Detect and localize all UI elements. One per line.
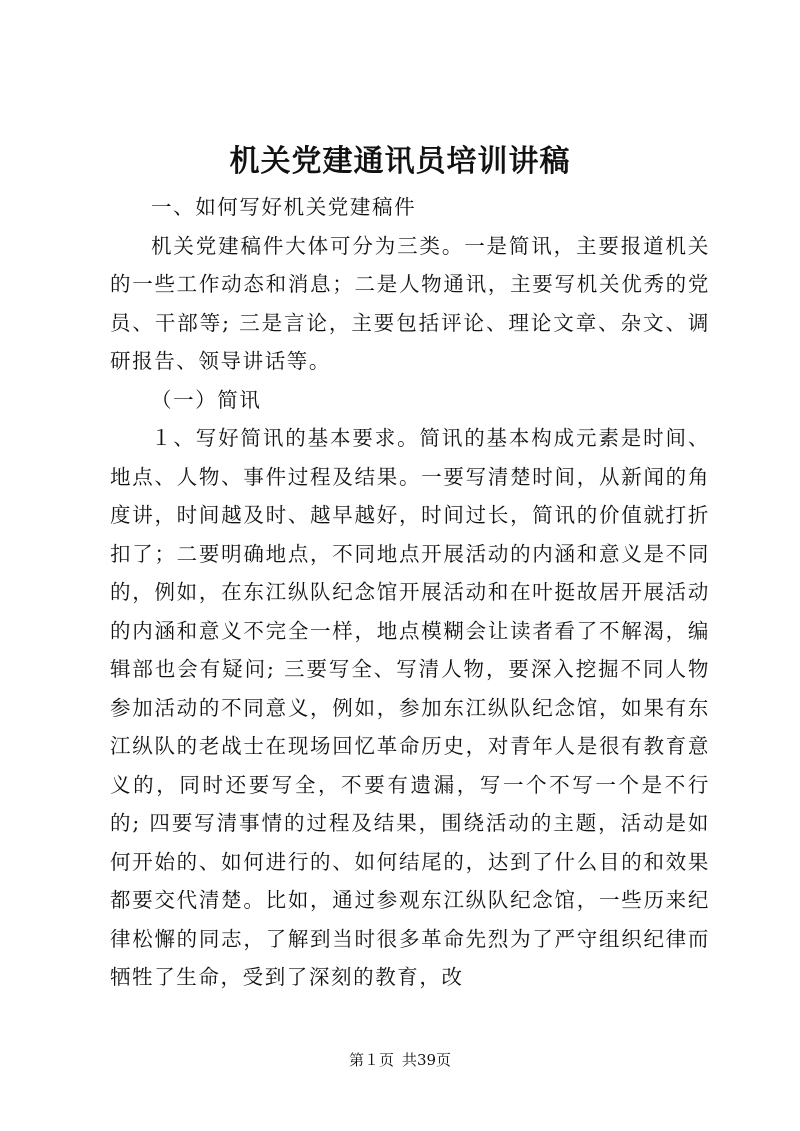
- document-body: [110, 188, 710, 997]
- page-number: 第１页: [348, 1051, 394, 1069]
- subsection-heading: （一）简讯: [151, 387, 262, 412]
- body-paragraph: 机关党建稿件大体可分为三类。一是简讯，主要报道机关的一些工作动态和消息；二是人物通讯，主要写机关优秀的党员、干部等; 三是言论，主要包括评论、理论文章、杂文、调研报告、领导讲话等。: [110, 233, 710, 373]
- document-title: 机关党建通讯员培训讲稿: [229, 144, 571, 179]
- body-paragraph: １、写好简讯的基本要求。简讯的基本构成元素是时间、地点、人物、事件过程及结果。一要写清楚时间，从新闻的角度讲，时间越及时、越早越好，时间过长，简讯的价值就打折扣了；二要明确地点，不同地点开展活动的内涵和意义是不同的，例如，在东江纵队纪念馆开展活动和在叶挺故居开展活动的内涵和意义不完全一样，地点模糊会让读者看了不解渴，编辑部也会有疑问; 三要写全、写清人物，要深入挖掘不同人物参加活动的不同意义，例如，参加东江纵队纪念馆，如果有东江纵队的老战士在现场回忆革命历史，对青年人是很有教育意义的，同时还要写全，不要有遗漏，写一个不写一个是不行的; 四要写清事情的过程及结果，围绕活动的主题，活动是如何开始的、如何进行的、如何结尾的，达到了什么目的和效果都要交代清楚。比如，通过参观东江纵队纪念馆，一些历来纪律松懈的同志，了解到当时很多革命先烈为了严守组织纪律而牺牲了生命，受到了深刻的教育，改: [110, 426, 710, 989]
- page-footer: [0, 1050, 800, 1070]
- page-total: 共39页: [401, 1051, 452, 1069]
- section-heading: 一、如何写好机关党建稿件: [151, 195, 417, 219]
